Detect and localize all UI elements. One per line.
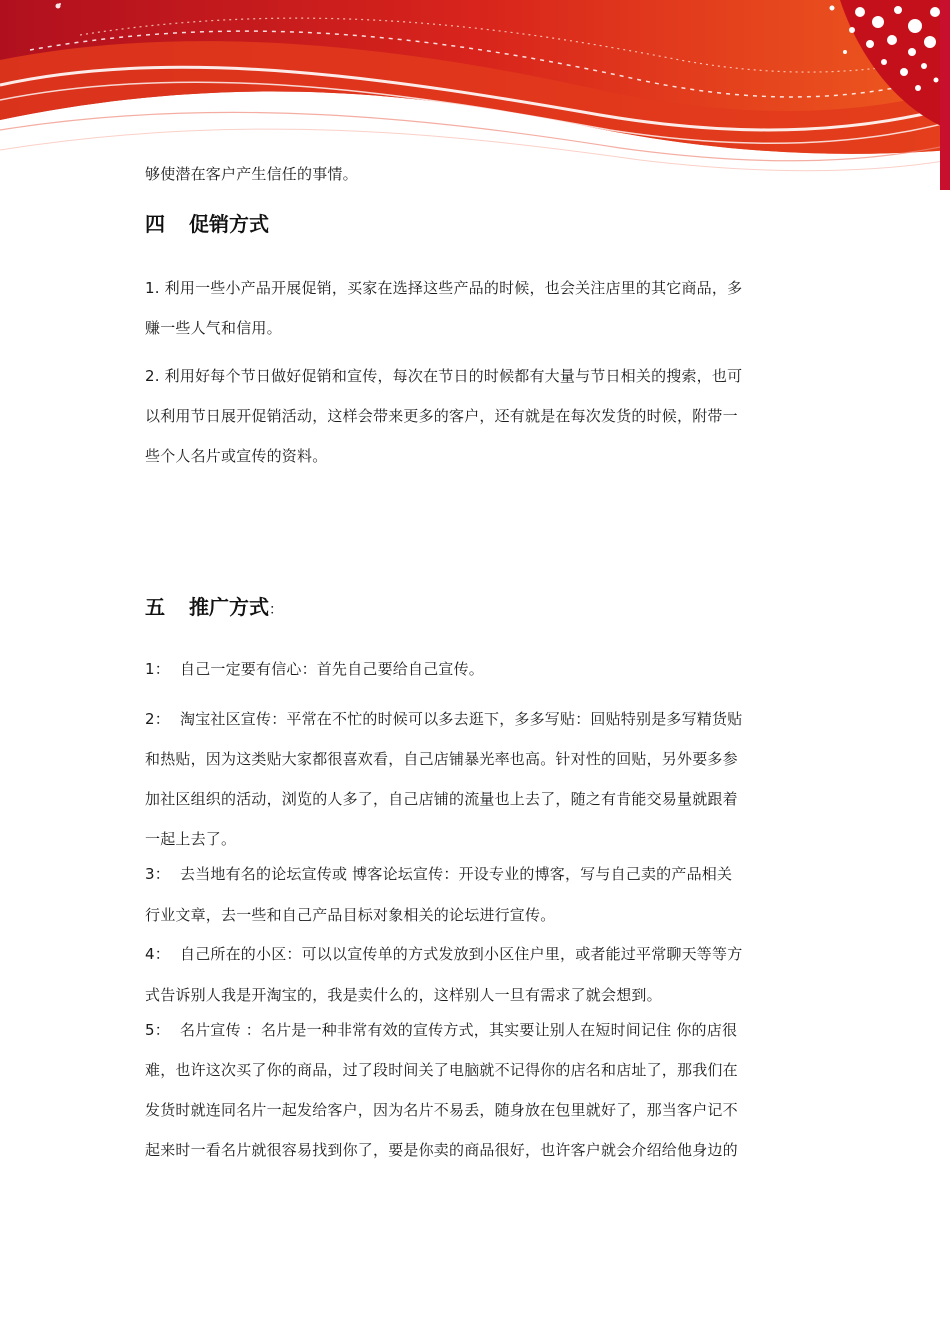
section5-item-1-line-1: 1： 自己一定要有信心：首先自己要给自己宣传。: [145, 660, 485, 678]
section5-item-1-label: 1：: [145, 660, 170, 678]
section4-item-2-line-1: 2. 利用好每个节日做好促销和宣传，每次在节日的时候都有大量与节日相关的搜索，也可: [145, 367, 743, 385]
section5-item-2-line-1: 2： 淘宝社区宣传：平常在不忙的时候可以多去逛下，多多写贴：回贴特别是多写精货贴: [145, 710, 743, 728]
section5-item-5-line-2: 难，也许这次买了你的商品，过了段时间关了电脑就不记得你的店名和店址了，那我们在: [145, 1061, 738, 1079]
section5-item-3-line-2: 行业文章，去一些和自己产品目标对象相关的论坛进行宣传。: [145, 906, 556, 924]
section4-item-2-line-3: 些个人名片或宣传的资料。: [145, 447, 328, 465]
section5-item-5-label: 5：: [145, 1021, 170, 1039]
section5-item-4-line-2: 式告诉别人我是开淘宝的，我是卖什么的，这样别人一旦有需求了就会想到。: [145, 986, 662, 1004]
header-banner: [0, 0, 950, 190]
section5-item-2-label: 2：: [145, 710, 170, 728]
section4-item-1-line-1: 1. 利用一些小产品开展促销，买家在选择这些产品的时候，也会关注店里的其它商品，多: [145, 279, 743, 297]
intro-line: 够使潜在客户产生信任的事情。: [145, 165, 358, 183]
section4-heading: [145, 211, 269, 237]
section4-item-2-line-2: 以利用节日展开促销活动，这样会带来更多的客户，还有就是在每次发货的时候，附带一: [145, 407, 738, 425]
section5-item-5-line-1: 5： 名片宣传 ：名片是一种非常有效的宣传方式，其实要让别人在短时间记住 你的店很: [145, 1021, 738, 1039]
section5-item-2-line-3: 加社区组织的活动，浏览的人多了，自己店铺的流量也上去了，随之有肯能交易量就跟着: [145, 790, 738, 808]
section5-title: 推广方式: [189, 595, 269, 619]
section4-number: 四: [145, 212, 165, 236]
section4-item-1-line-2: 赚一些人气和信用。: [145, 319, 282, 337]
section5-item-5-line-3: 发货时就连同名片一起发给客户，因为名片不易丢，随身放在包里就好了，那当客户记不: [145, 1101, 738, 1119]
section5-item-4-label: 4：: [145, 945, 170, 963]
section5-item-3-line-1: 3： 去当地有名的论坛宣传或 博客论坛宣传：开设专业的博客，写与自己卖的产品相关: [145, 865, 733, 883]
section5-heading: [145, 594, 283, 623]
section5-title-suffix: ：: [269, 602, 283, 618]
section5-item-4-line-1: 4： 自己所在的小区：可以以宣传单的方式发放到小区住户里，或者能过平常聊天等等方: [145, 945, 743, 963]
section5-item-2-line-4: 一起上去了。: [145, 830, 237, 848]
section4-title: 促销方式: [189, 212, 269, 236]
section5-number: 五: [145, 595, 165, 619]
section5-item-3-label: 3：: [145, 865, 170, 883]
section5-item-5-line-4: 起来时一看名片就很容易找到你了，要是你卖的商品很好，也许客户就会介绍给他身边的: [145, 1141, 738, 1159]
section5-item-2-line-2: 和热贴，因为这类贴大家都很喜欢看，自己店铺暴光率也高。针对性的回贴，另外要多参: [145, 750, 738, 768]
